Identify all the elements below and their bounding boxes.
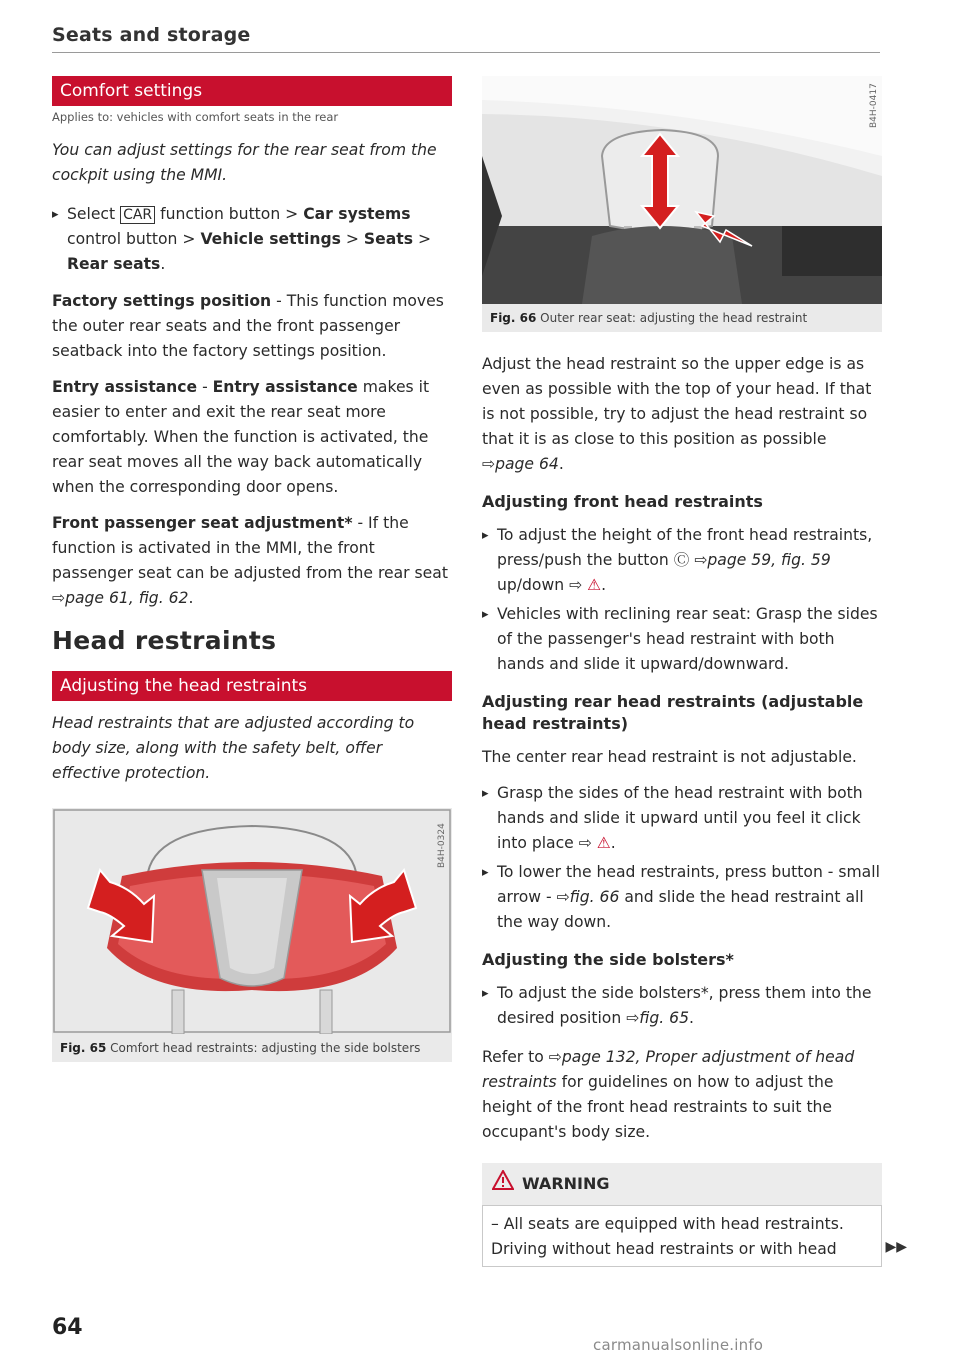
left-column	[52, 76, 452, 1072]
continue-arrow-icon: ▶▶	[885, 1239, 907, 1255]
entry-assistance-paragraph: Entry assistance - Entry assistance makes it easier to enter and exit the rear seat more comfortably. When the function is activated, the rear seat moves all the way back automatically when the corresponding door opens.	[52, 378, 430, 496]
warning-triangle-icon	[492, 1164, 514, 1206]
refer-paragraph: Refer to ⇨page 132, Proper adjustment of head restraints for guidelines on how to adjust the height of the front head restraints to suit the occupant's body size.	[482, 1048, 855, 1141]
page-number: 64	[52, 1315, 83, 1340]
warning-box	[482, 1163, 907, 1267]
factory-settings-paragraph: Factory settings position - This function moves the outer rear seats and the front passenger seatback into the factory settings position.	[52, 292, 444, 360]
figure-code: B4H-0324	[437, 823, 447, 868]
front-head-restraints-heading: Adjusting front head restraints	[482, 492, 763, 511]
comfort-intro: You can adjust settings for the rear seat from the cockpit using the MMI.	[52, 141, 437, 184]
rear-step-2: ▸ To lower the head restraints, press button - small arrow - ⇨fig. 66 and slide the head restraint all the way down.	[482, 860, 882, 935]
rear-head-restraints-heading: Adjusting rear head restraints (adjustable head restraints)	[482, 692, 864, 733]
warning-title: WARNING	[522, 1174, 610, 1193]
head-restraints-heading: Head restraints	[52, 626, 277, 655]
figure-reference[interactable]: ⇨fig. 66	[556, 888, 620, 906]
figure-reference[interactable]: ⇨fig. 65	[626, 1009, 689, 1027]
running-header	[52, 24, 880, 53]
adjusting-intro: Head restraints that are adjusted according to body size, along with the safety belt, offer effective protection.	[52, 714, 415, 782]
page-reference[interactable]: ⇨page 132, Proper adjustment of head restraints	[482, 1048, 855, 1091]
adjust-paragraph: Adjust the head restraint so the upper edge is as even as possible with the top of your head. If that is not possible, try to adjust the head restraint so that it is as close to this position as possible ⇨page 64.	[482, 355, 872, 473]
adjusting-head-restraints-bar: Adjusting the head restraints	[52, 671, 452, 701]
figure-65-caption: Fig. 65 Comfort head restraints: adjusting the side bolsters	[60, 1041, 421, 1055]
rear-paragraph: The center rear head restraint is not adjustable.	[482, 748, 857, 766]
rear-step-1: ▸ Grasp the sides of the head restraint with both hands and slide it upward until you feel it click into place ⇨ ⚠.	[482, 781, 882, 856]
page-reference[interactable]: ⇨page 64	[482, 455, 559, 473]
button-c-callout: Ⓒ	[673, 551, 690, 569]
figure-65	[52, 808, 452, 1062]
applies-to-note: Applies to: vehicles with comfort seats in the rear	[52, 110, 339, 124]
front-step-1: ▸ To adjust the height of the front head restraints, press/push the button Ⓒ ⇨page 59, fig. 59 up/down ⇨ ⚠.	[482, 523, 882, 598]
front-passenger-paragraph: Front passenger seat adjustment* - If the function is activated in the MMI, the front passenger seat can be adjusted from the rear seat ⇨page 61, fig. 62.	[52, 514, 448, 607]
warning-header	[482, 1163, 882, 1206]
page-reference[interactable]: ⇨page 59, fig. 59	[689, 551, 831, 569]
warning-icon: ⚠	[587, 576, 602, 594]
side-bolsters-heading: Adjusting the side bolsters*	[482, 950, 734, 969]
select-car-step: ▸ Select CAR function button > Car systems control button > Vehicle settings > Seats > Rear seats.	[52, 202, 452, 277]
comfort-settings-bar: Comfort settings	[52, 76, 452, 106]
figure-66	[482, 76, 882, 332]
head-restraint-illustration	[52, 808, 452, 1034]
watermark: carmanualsonline.info	[593, 1336, 764, 1354]
warning-body	[482, 1206, 907, 1267]
front-step-2: ▸ Vehicles with reclining rear seat: Grasp the sides of the passenger's head restraint with both hands and slide it upward/downward.	[482, 602, 882, 677]
figure-66-caption: Fig. 66 Outer rear seat: adjusting the head restraint	[490, 311, 808, 325]
right-column	[482, 76, 907, 1267]
bolster-step: ▸ To adjust the side bolsters*, press them into the desired position ⇨fig. 65.	[482, 981, 882, 1031]
section-title: Seats and storage	[52, 24, 251, 46]
warning-item: – All seats are equipped with head restraints. Driving without head restraints or with head	[491, 1215, 844, 1258]
figure-code: B4H-0417	[869, 83, 879, 128]
car-key-label: CAR	[120, 206, 155, 224]
rear-seat-illustration	[482, 76, 882, 304]
warning-icon: ⚠	[596, 834, 611, 852]
page-reference[interactable]: ⇨page 61, fig. 62	[52, 589, 189, 607]
